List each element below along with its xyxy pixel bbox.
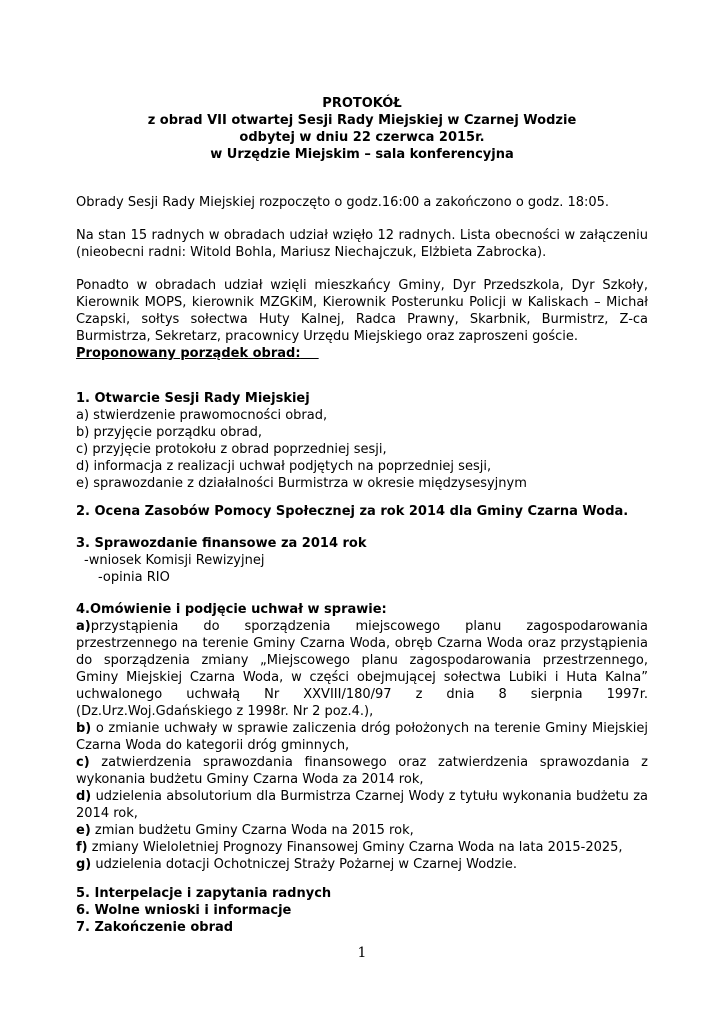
attendance-line-2: (nieobecni radni: Witold Bohla, Mariusz Niechajczuk, Elżbieta Zabrocka). bbox=[76, 245, 547, 260]
guests-paragraph: Ponadto w obradach udział wzięli mieszkańcy Gminy, Dyr Przedszkola, Dyr Szkoły, Kierownik MOPS, kierownik MZGKiM, Kierownik Posterunku Policji w Kaliskach – Michał Czapski, sołtys sołectwa Huty Kalnej, Radca Prawny, Skarbnik, Burmistrz, Z-ca Burmistrza, Sekretarz, pracownicy Urzędu Miejskiego oraz zaproszeni goście. bbox=[76, 278, 648, 344]
agenda-item-7: 7. Zakończenie obrad bbox=[76, 920, 234, 935]
agenda-item-5: 5. Interpelacje i zapytania radnych bbox=[76, 886, 332, 901]
document-subtitle-location: w Urzędzie Miejskim – sala konferencyjna bbox=[210, 147, 514, 162]
page-number: 1 bbox=[357, 945, 367, 961]
attendance-line-1: Na stan 15 radnych w obradach udział wzięło 12 radnych. Lista obecności w załączeniu bbox=[76, 228, 648, 243]
agenda-item-4c: c) zatwierdzenia sprawozdania finansowego oraz zatwierdzenia sprawozdania z wykonania budżetu Gminy Czarna Woda za 2014 rok, bbox=[76, 755, 648, 787]
agenda-item-4g: g) udzielenia dotacji Ochotniczej Straży Pożarnej w Czarnej Wodzie. bbox=[76, 857, 517, 872]
document-subtitle-date: odbytej w dniu 22 czerwca 2015r. bbox=[239, 130, 485, 145]
agenda-item-3: 3. Sprawozdanie finansowe za 2014 rok bbox=[76, 536, 367, 551]
session-time-paragraph: Obrady Sesji Rady Miejskiej rozpoczęto o godz.16:00 a zakończono o godz. 18:05. bbox=[76, 195, 610, 210]
agenda-item-4d: d) udzielenia absolutorium dla Burmistrza Czarnej Wody z tytułu wykonania budżetu za 2014 rok, bbox=[76, 789, 648, 821]
agenda-item-1e: e) sprawozdanie z działalności Burmistrza w okresie międzysesyjnym bbox=[76, 476, 527, 491]
agenda-item-3-sub-1: -wniosek Komisji Rewizyjnej bbox=[84, 553, 265, 568]
agenda-item-4b: b) o zmianie uchwały w sprawie zaliczenia dróg położonych na terenie Gminy Miejskiej Czarna Woda do kategorii dróg gminnych, bbox=[76, 721, 648, 753]
document-subtitle-session: z obrad VII otwartej Sesji Rady Miejskiej w Czarnej Wodzie bbox=[147, 113, 577, 128]
agenda-item-4e: e) zmian budżetu Gminy Czarna Woda na 2015 rok, bbox=[76, 823, 414, 838]
agenda-item-1d: d) informacja z realizacji uchwał podjętych na poprzedniej sesji, bbox=[76, 459, 492, 474]
agenda-item-4f: f) zmiany Wieloletniej Prognozy Finansowej Gminy Czarna Woda na lata 2015-2025, bbox=[76, 840, 623, 855]
document-title: PROTOKÓŁ bbox=[322, 96, 402, 111]
agenda-item-6: 6. Wolne wnioski i informacje bbox=[76, 903, 292, 918]
agenda-item-1c: c) przyjęcie protokołu z obrad poprzedniej sesji, bbox=[76, 442, 387, 457]
agenda-item-1: 1. Otwarcie Sesji Rady Miejskiej bbox=[76, 391, 310, 406]
agenda-item-2: 2. Ocena Zasobów Pomocy Społecznej za rok 2014 dla Gminy Czarna Woda. bbox=[76, 504, 629, 519]
agenda-item-1b: b) przyjęcie porządku obrad, bbox=[76, 425, 263, 440]
agenda-item-4: 4.Omówienie i podjęcie uchwał w sprawie: bbox=[76, 602, 387, 617]
agenda-item-1a: a) stwierdzenie prawomocności obrad, bbox=[76, 408, 328, 423]
agenda-item-3-sub-2: -opinia RIO bbox=[98, 570, 170, 585]
agenda-title: Proponowany porządek obrad: bbox=[76, 346, 301, 361]
agenda-item-4a: a)przystąpienia do sporządzenia miejscowego planu zagospodarowania przestrzennego na terenie Gminy Czarna Woda, obręb Czarna Woda oraz przystąpienia do sporządzenia zmiany „Miejscowego planu zagospodarowania przestrzennego, Gminy Miejskiej Czarna Woda, w części obejmującej sołectwa Lubiki i Huta Kalna” uchwalonego uchwałą Nr XXVIII/180/97 z dnia 8 sierpnia 1997r. (Dz.Urz.Woj.Gdańskiego z 1998r. Nr 2 poz.4.), bbox=[76, 619, 648, 719]
